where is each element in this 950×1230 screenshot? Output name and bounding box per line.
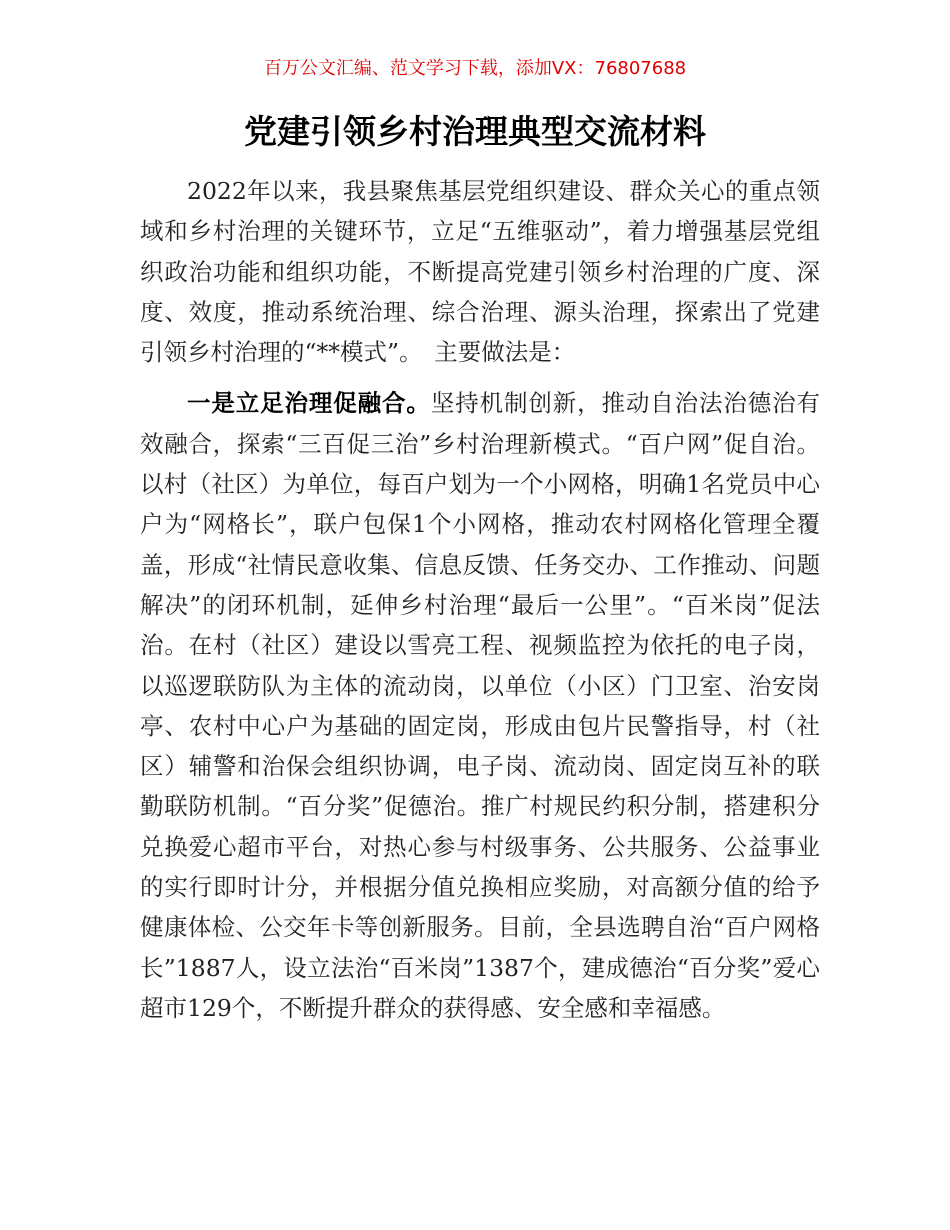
- measure-paragraph: [140, 383, 820, 1028]
- measure-heading: 一是立足治理促融合。: [187, 389, 431, 418]
- measure-paragraph-text: 坚持机制创新，推动自治法治德治有效融合，探索“三百促三治”乡村治理新模式。“百户网”促自治。以村（社区）为单位，每百户划为一个小网格，明确1名党员中心户为“网格长”，联户包保1个小网格，推动农村网格化管理全覆盖，形成“社情民意收集、信息反馈、任务交办、工作推动、问题解决”的闭环机制，延伸乡村治理“最后一公里”。“百米岗”促法治。在村（社区）建设以雪亮工程、视频监控为依托的电子岗，以巡逻联防队为主体的流动岗，以单位（小区）门卫室、治安岗亭、农村中心户为基础的固定岗，形成由包片民警指导，村（社区）辅警和治保会组织协调，电子岗、流动岗、固定岗互补的联勤联防机制。“百分奖”促德治。推广村规民约积分制，搭建积分兑换爱心超市平台，对热心参与村级事务、公共服务、公益事业的实行即时计分，并根据分值兑换相应奖励，对高额分值的给予健康体检、公交年卡等创新服务。目前，全县选聘自治“百户网格长”1887人，设立法治“百米岗”1387个，建成德治“百分奖”爱心超市129个，不断提升群众的获得感、安全感和幸福感。: [140, 389, 821, 1022]
- intro-paragraph: [140, 171, 820, 372]
- document-body: [140, 171, 820, 1028]
- document-title: 党建引领乡村治理典型交流材料: [244, 112, 706, 151]
- intro-paragraph-text: 2022年以来，我县聚焦基层党组织建设、群众关心的重点领域和乡村治理的关键环节，立足“五维驱动”，着力增强基层党组织政治功能和组织功能，不断提高党建引领乡村治理的广度、深度、效度，推动系统治理、综合治理、源头治理，探索出了党建引领乡村治理的“**模式”。 主要做法是：: [140, 177, 820, 367]
- header-watermark: 百万公文汇编、范文学习下载，添加VX：76807688: [263, 58, 687, 79]
